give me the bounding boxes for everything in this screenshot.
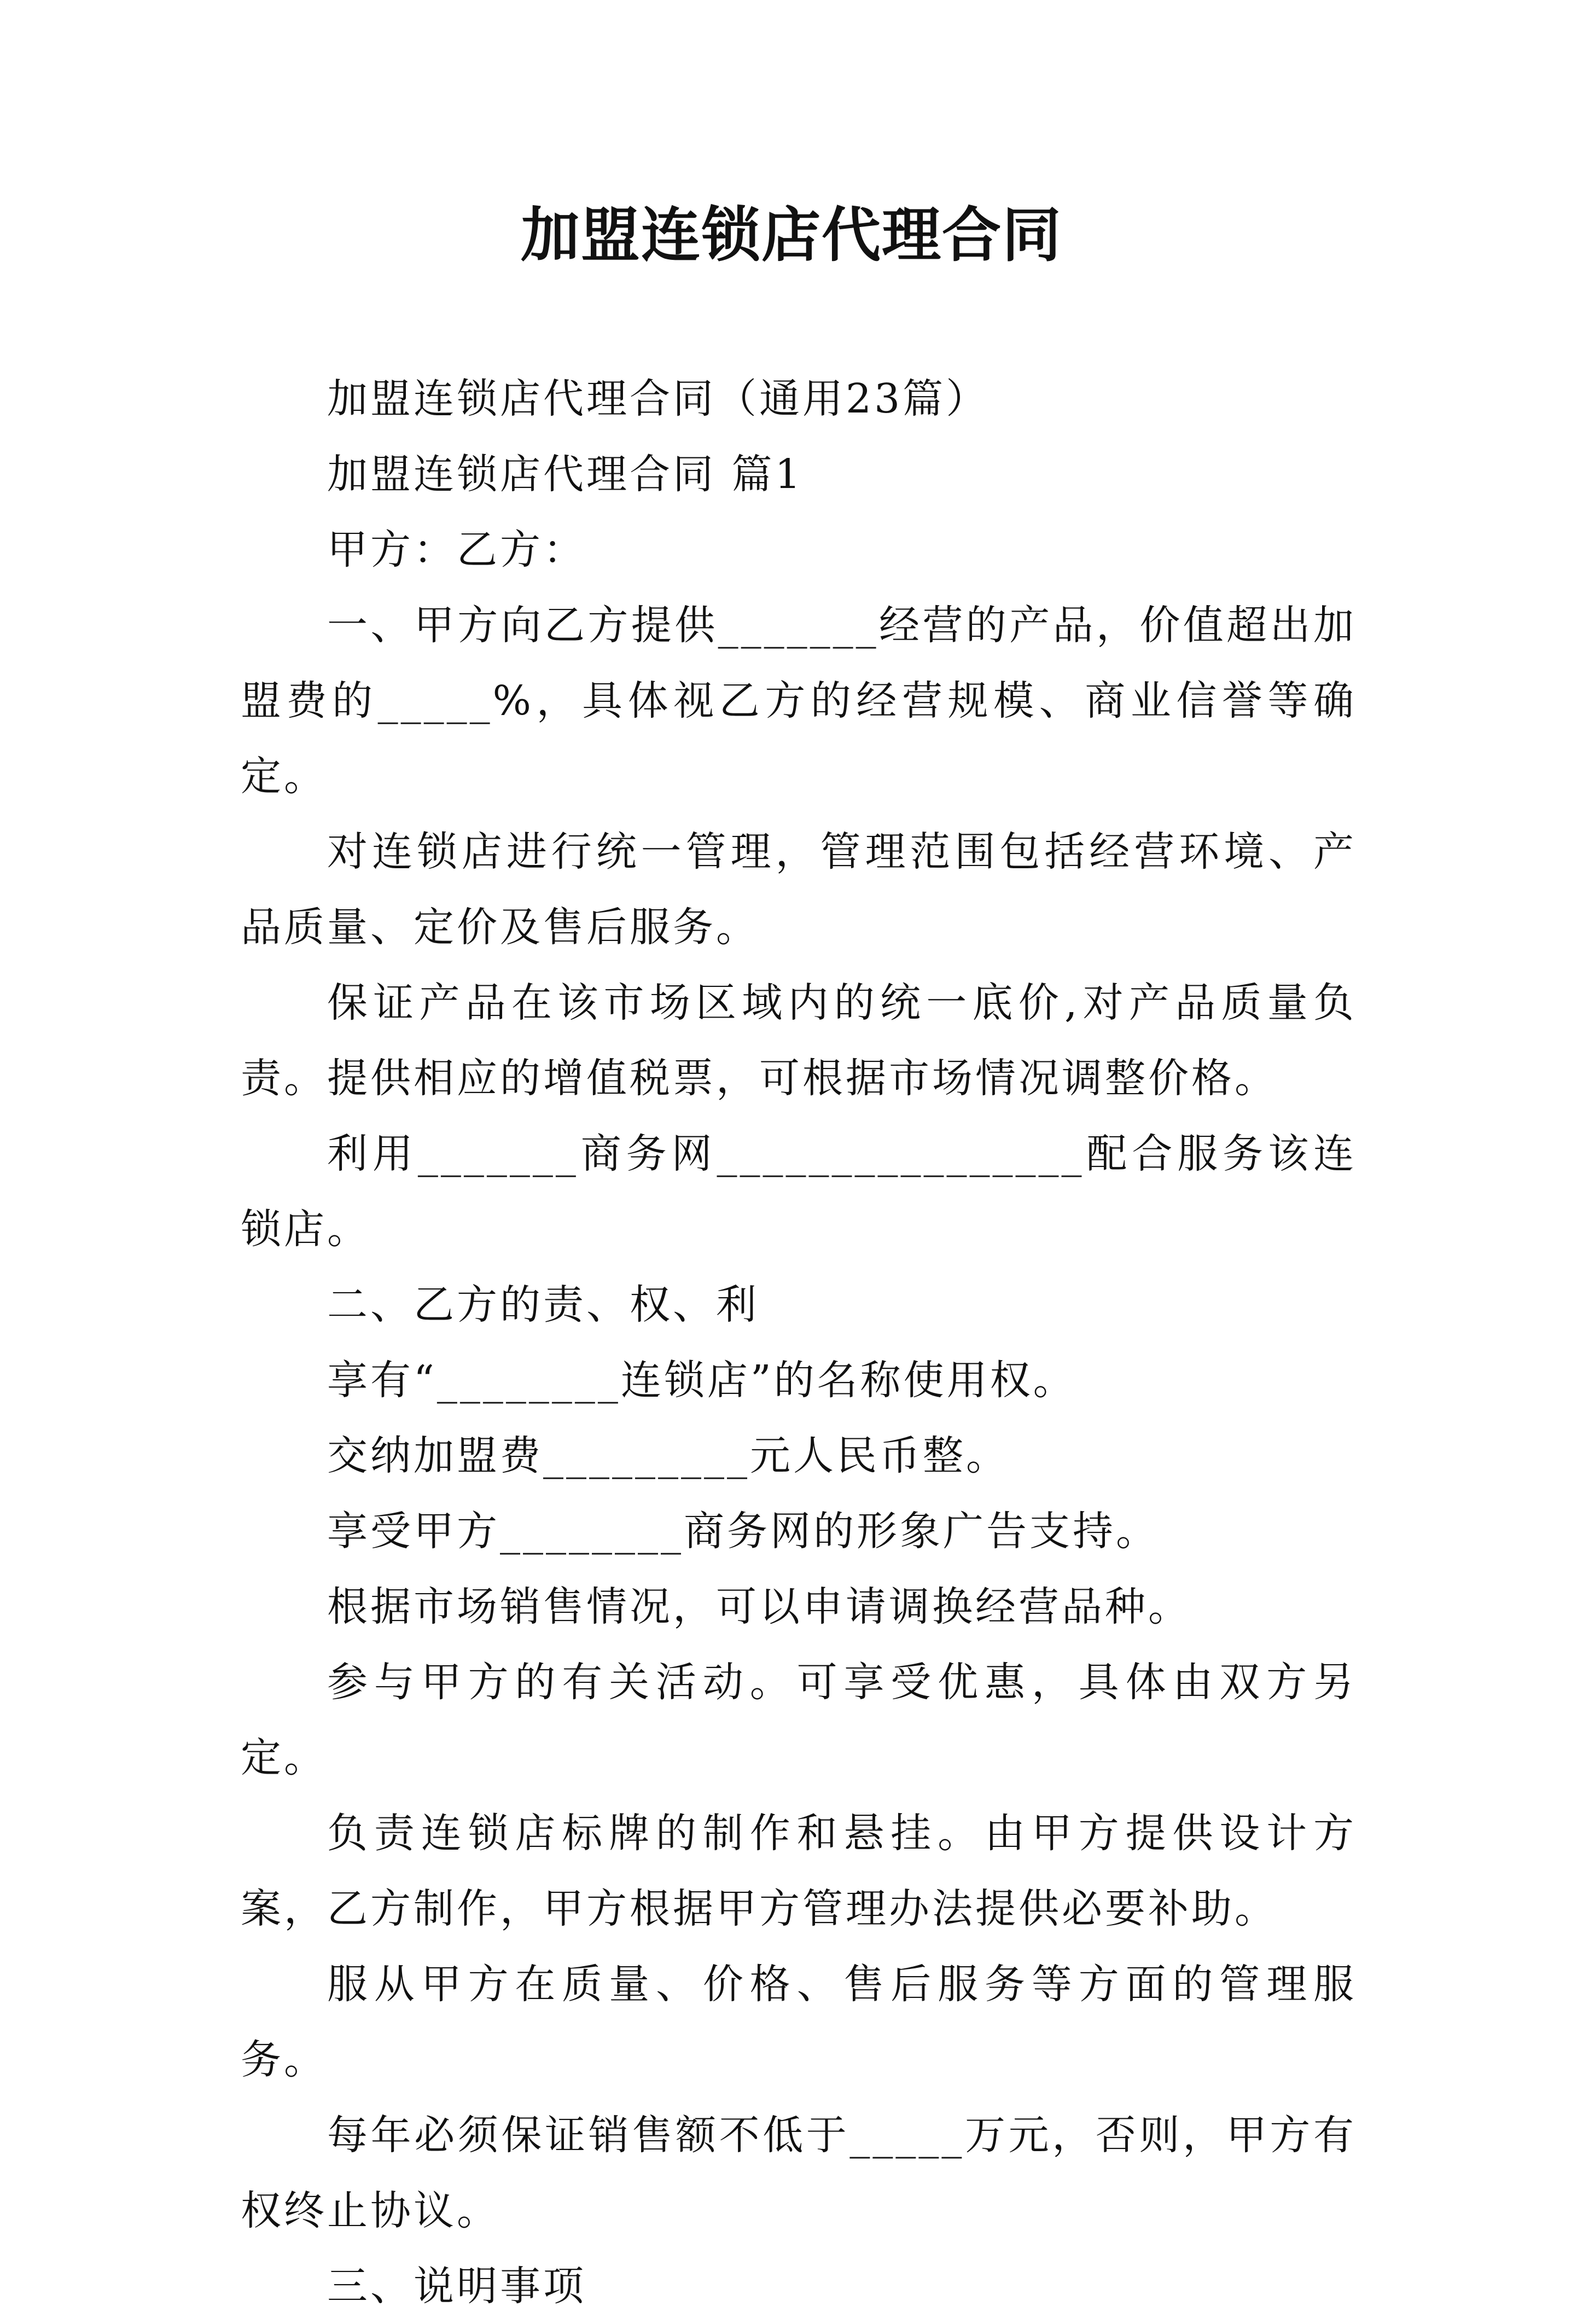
paragraph-product-change: 根据市场销售情况，可以申请调换经营品种。 [327, 1583, 1191, 1630]
paragraph-name-rights: 享有“________连锁店”的名称使用权。 [327, 1357, 1076, 1404]
paragraph-section-2: 二、乙方的责、权、利 [327, 1281, 759, 1328]
paragraph-pricing: 保证产品在该市场区域内的统一底价,对产品质量负责。提供相应的增值税票，可根据市场情况调整价格。 [241, 979, 1357, 1102]
paragraph-heading: 加盟连锁店代理合同（通用23篇） [327, 375, 990, 422]
paragraph-management: 对连锁店进行统一管理，管理范围包括经营环境、产品质量、定价及售后服务。 [241, 828, 1357, 951]
paragraph-compliance: 服从甲方在质量、价格、售后服务等方面的管理服务。 [241, 1961, 1357, 2083]
paragraph-sales-target: 每年必须保证销售额不低于_____万元，否则，甲方有权终止协议。 [241, 2112, 1357, 2234]
document-title: 加盟连锁店代理合同 [520, 201, 1062, 270]
paragraph-section-3: 三、说明事项 [327, 2263, 586, 2310]
paragraph-network: 利用_______商务网________________配合服务该连锁店。 [241, 1130, 1357, 1253]
paragraph-ad-support: 享受甲方________商务网的形象广告支持。 [327, 1508, 1159, 1555]
paragraph-clause-1: 一、甲方向乙方提供_______经营的产品，价值超出加盟费的_____%，具体视乙方的经营规模、商业信誉等确定。 [241, 602, 1357, 800]
paragraph-fee: 交纳加盟费_________元人民币整。 [327, 1432, 1009, 1479]
paragraph-signage: 负责连锁店标牌的制作和悬挂。由甲方提供设计方案，乙方制作，甲方根据甲方管理办法提供必要补助。 [241, 1810, 1357, 1932]
document-body [241, 361, 1357, 2324]
paragraph-activities: 参与甲方的有关活动。可享受优惠，具体由双方另定。 [241, 1659, 1357, 1781]
paragraph-parties: 甲方：乙方： [327, 526, 586, 573]
paragraph-chapter: 加盟连锁店代理合同 篇1 [327, 451, 804, 498]
